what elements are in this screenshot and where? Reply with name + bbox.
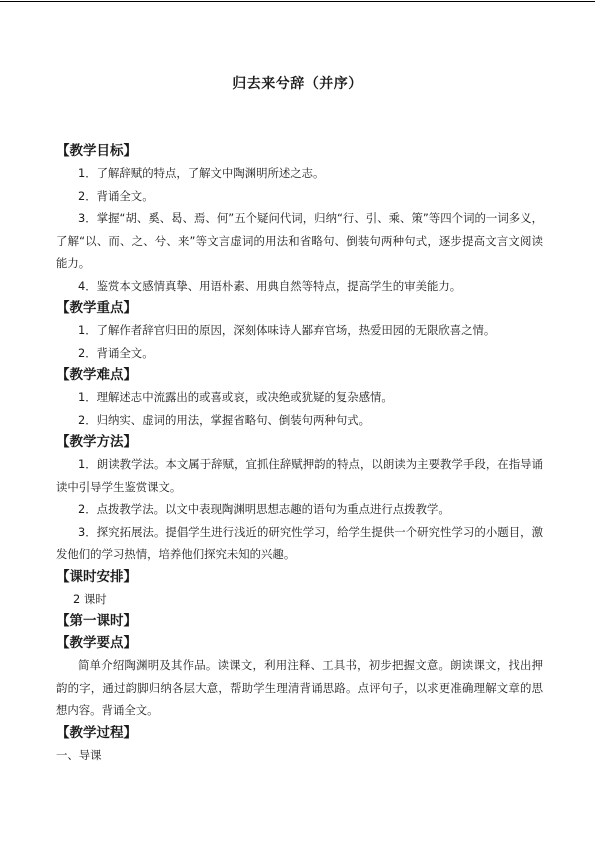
goal-item-1: 1．了解辞赋的特点，了解文中陶渊明所述之志。 (78, 166, 325, 180)
section-heading-first-lesson: 【第一课时】 (56, 613, 137, 629)
section-heading-goals: 【教学目标】 (56, 143, 137, 159)
goal-item-2: 2．背诵全文。 (78, 188, 154, 203)
method-item-3: 3．探究拓展法。提倡学生进行浅近的研究性学习，给学生提供一个研究性学习的小题目，激发他们的学习热情，培养他们探究未知的兴趣。 (56, 524, 543, 561)
schedule-text: 2 课时 (73, 591, 107, 606)
section-heading-difficulties: 【教学难点】 (56, 367, 137, 383)
difficulty-item-1: 1．理解述志中流露出的或喜或哀，或决绝或犹疑的复杂感情。 (78, 390, 393, 404)
section-heading-schedule: 【课时安排】 (56, 568, 137, 585)
method-item-2: 2．点拨教学法。以文中表现陶渊明思想志趣的语句为重点进行点拨教学。 (78, 502, 450, 516)
page-title: 归去来兮辞（并序） (232, 76, 363, 92)
section-heading-process: 【教学过程】 (56, 724, 137, 741)
goal-item-3: 3．掌握“胡、奚、曷、焉、何”五个疑问代词，归纳“行、引、乘、策”等四个词的一词多义，了解“以、而、之、兮、来”等文言虚词的用法和省略句、倒装句两种句式，逐步提高文言文阅读能力。 (56, 211, 543, 270)
key-point-item-2: 2．背诵全文。 (78, 345, 154, 360)
goal-item-4: 4．鉴赏本文感情真挚、用语朴素、用典自然等特点，提高学生的审美能力。 (78, 278, 462, 293)
essentials-text: 简单介绍陶渊明及其作品。读课文，利用注释、工具书，初步把握文意。朗读课文，找出押韵的字，通过韵脚归纳各层大意，帮助学生理清背诵思路。点评句子，以求更准确理解文章的思想内容。背诵全文。 (56, 658, 543, 717)
process-step-1: 一、导课 (56, 747, 102, 762)
section-heading-key-points: 【教学重点】 (56, 300, 137, 316)
method-item-1: 1．朗读教学法。本文属于辞赋，宜抓住辞赋押韵的特点，以朗读为主要教学手段，在指导诵读中引导学生鉴赏课文。 (56, 457, 543, 494)
difficulty-item-2: 2．归纳实、虚词的用法，掌握省略句、倒装句两种句式。 (78, 412, 371, 427)
document-body (56, 140, 543, 766)
key-point-item-1: 1．了解作者辞官归田的原因，深刻体味诗人鄙弃官场，热爱田园的无限欣喜之情。 (78, 323, 496, 337)
section-heading-essentials: 【教学要点】 (56, 635, 137, 651)
header-rule (0, 1, 595, 2)
section-heading-methods: 【教学方法】 (56, 434, 137, 450)
